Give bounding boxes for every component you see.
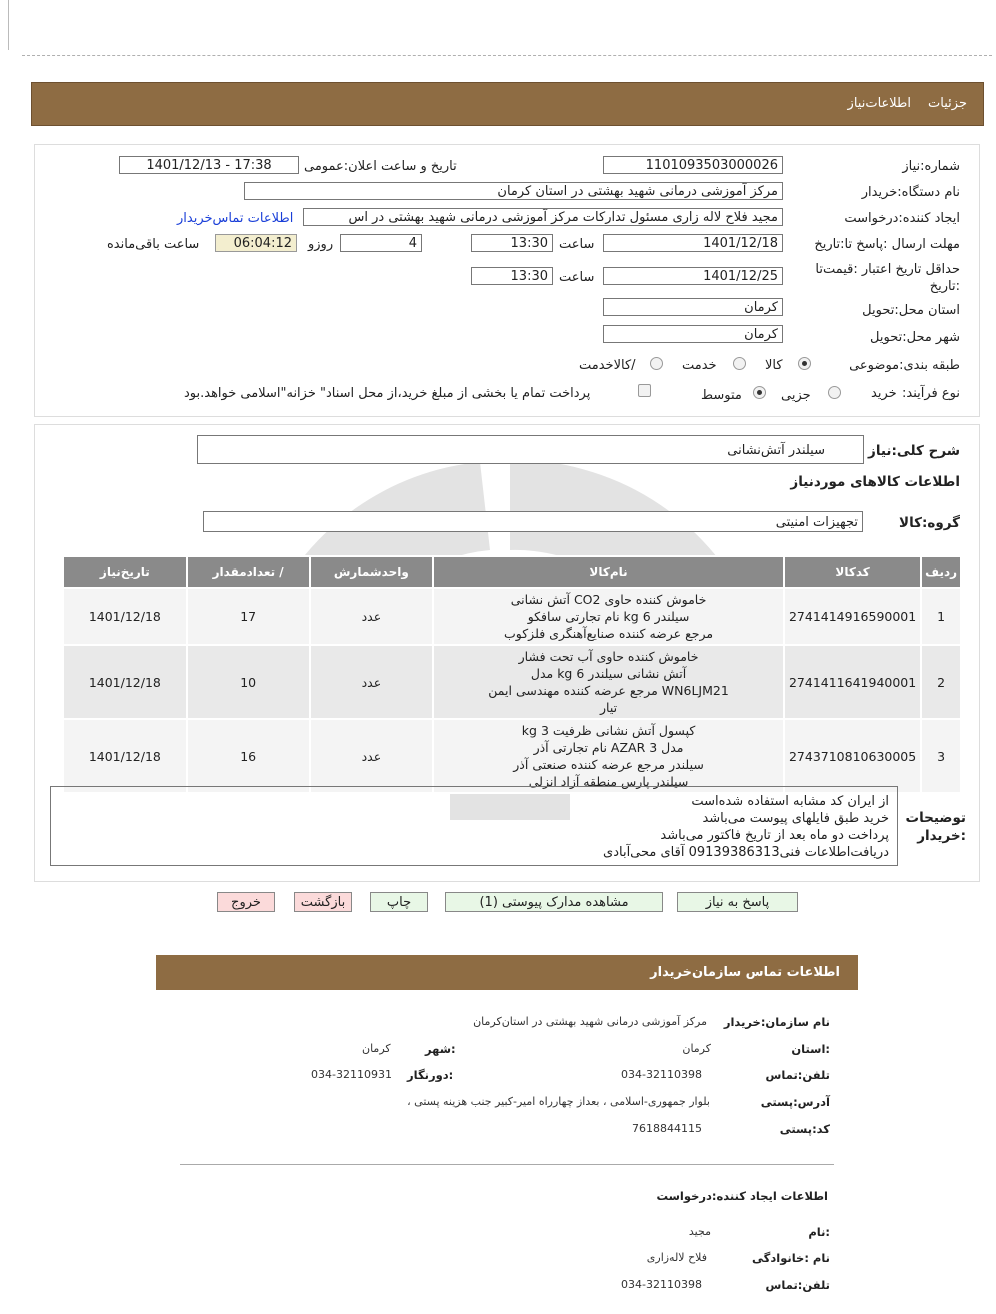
creator-phone-value: 034-32110398 — [621, 1278, 702, 1291]
tab-need-info[interactable]: اطلاعات‌نیاز — [847, 96, 911, 111]
need-date: 1401/12/18 — [63, 588, 187, 645]
deadline-time-label: ساعت — [559, 237, 595, 252]
process-minor-label: جزیی — [781, 388, 811, 403]
creator-label: ایجاد کننده:درخواست — [844, 211, 960, 226]
city-field: کرمان — [603, 325, 783, 343]
goods-name-line: خاموش کننده حاوی آب تحت فشار — [518, 649, 699, 664]
note-line: خرید طبق فایلهای پیوست می‌باشد — [702, 811, 889, 826]
goods-name-line: مرجع عرضه کننده صنایع‌آهنگری فلزکوب — [504, 626, 714, 641]
validity-time-field: 13:30 — [471, 267, 553, 285]
category-both-radio[interactable] — [650, 357, 663, 370]
unit: عدد — [310, 719, 434, 793]
category-goods-radio[interactable] — [798, 357, 811, 370]
need-summary-label: شرح کلی:نیاز — [868, 443, 960, 459]
quantity: 17 — [187, 588, 310, 645]
process-minor-radio[interactable] — [828, 386, 841, 399]
treasury-payment-checkbox[interactable] — [638, 384, 651, 397]
days-field: 4 — [340, 234, 422, 252]
need-date: 1401/12/18 — [63, 645, 187, 719]
category-service-label: خدمت — [682, 358, 717, 373]
col-unit: واحدشمارش — [310, 556, 434, 588]
view-attachments-button[interactable]: مشاهده مدارک پیوستی (1) — [445, 892, 663, 912]
buyer-contact-title: اطلاعات تماس سازمان‌خریدار — [650, 965, 840, 980]
contact-phone-value: 034-32110398 — [621, 1068, 702, 1081]
need-number-label: شماره:نیاز — [902, 159, 960, 174]
row-number: 1 — [921, 588, 961, 645]
validity-time-label: ساعت — [559, 270, 595, 285]
goods-name-line: سیلندر مرجع عرضه کننده صنعتی آذر — [513, 757, 704, 772]
remaining-time-field: 06:04:12 — [215, 234, 297, 252]
contact-city-value: کرمان — [362, 1042, 391, 1055]
creator-family-value: فلاح لاله‌زاری — [646, 1251, 707, 1264]
buyer-contact-link[interactable]: اطلاعات تماس‌خریدار — [177, 211, 294, 226]
remaining-time-label: ساعت باقی‌مانده — [107, 237, 200, 252]
creator-name-value: مجید — [688, 1225, 711, 1238]
category-both-label: /کالاخدمت — [579, 358, 636, 373]
contact-province-label: :استان — [791, 1042, 830, 1056]
left-border-line — [8, 0, 9, 50]
validity-date-field: 1401/12/25 — [603, 267, 783, 285]
col-goods-code: کدکالا — [784, 556, 921, 588]
need-number-field: 1101093503000026 — [603, 156, 783, 174]
buyer-org-field: مرکز آموزشی درمانی شهید بهشتی در استان کرمان — [244, 182, 783, 200]
buyer-notes-label-2: :خریدار — [917, 828, 966, 844]
postal-code-label: کد:پستی — [779, 1122, 830, 1136]
creator-name-label: :نام — [808, 1225, 830, 1239]
buyer-org-label: نام دستگاه:خریدار — [861, 185, 960, 200]
note-line: از ایران کد مشابه استفاده شده‌است — [691, 794, 889, 809]
note-line: دریافت‌اطلاعات فنی09139386313 آقای محی‌آبادی — [603, 845, 889, 860]
process-buy-label: خرید — [871, 386, 897, 401]
postal-code-value: 7618844115 — [632, 1122, 702, 1135]
buyer-notes-box — [50, 786, 898, 866]
creator-field: مجید فلاح لاله زاری مسئول تدارکات مرکز آموزشی درمانی شهید بهشتی در اس — [303, 208, 783, 226]
category-service-radio[interactable] — [733, 357, 746, 370]
fax-value: 034-32110931 — [311, 1068, 392, 1081]
table-row — [63, 719, 961, 793]
goods-name-line: سیلندر پارس منطقه آزاد انزلی — [528, 774, 689, 789]
creator-phone-label: تلفن:تماس — [765, 1278, 830, 1292]
deadline-time-field: 13:30 — [471, 234, 553, 252]
goods-name-line: تیار — [599, 700, 618, 715]
buyer-notes-label: توضیحات — [905, 810, 966, 826]
city-label: شهر محل:تحویل — [870, 330, 960, 345]
top-dashed-divider — [22, 55, 992, 56]
province-field: کرمان — [603, 298, 783, 316]
fax-label: :دورنگار — [407, 1068, 454, 1082]
goods-name — [433, 645, 784, 719]
reply-button[interactable]: پاسخ به نیاز — [677, 892, 798, 912]
row-number: 2 — [921, 645, 961, 719]
validity-label: حداقل تاریخ اعتبار :قیمت‌تا — [815, 262, 960, 277]
unit: عدد — [310, 588, 434, 645]
table-header-row — [63, 556, 961, 588]
category-label: طبقه بندی:موضوعی — [849, 358, 960, 373]
col-quantity: / تعدادمقدار — [187, 556, 310, 588]
process-medium-label: متوسط — [701, 388, 742, 403]
org-name-value: مرکز آموزشی درمانی شهید بهشتی در استان‌کرمان — [473, 1015, 707, 1028]
goods-name-line: خاموش کننده حاوی CO2 آتش نشانی — [510, 592, 707, 607]
process-medium-radio[interactable] — [753, 386, 766, 399]
back-button[interactable]: بازگشت — [294, 892, 352, 912]
goods-name-line: سیلندر 6 kg نام تجارتی سافکو — [527, 609, 690, 624]
quantity: 16 — [187, 719, 310, 793]
unit: عدد — [310, 645, 434, 719]
table-row — [63, 588, 961, 645]
need-date: 1401/12/18 — [63, 719, 187, 793]
goods-name-line: مدل AZAR 3 نام تجارتی آذر — [533, 740, 684, 755]
table-row — [63, 645, 961, 719]
goods-table — [62, 555, 962, 794]
contact-divider — [180, 1164, 834, 1165]
goods-group-label: گروه:کالا — [899, 515, 960, 531]
goods-name-line: آتش نشانی سیلندر 6 kg مدل — [530, 666, 687, 681]
note-line: پرداخت دو ماه بعد از تاریخ فاکتور می‌باشد — [660, 828, 889, 843]
goods-info-heading: اطلاعات کالاهای موردنیاز — [790, 474, 960, 490]
need-summary-field: سیلندر آتش‌نشانی — [197, 435, 864, 464]
validity-label-2: :تاریخ — [929, 279, 960, 294]
contact-province-value: کرمان — [682, 1042, 711, 1055]
row-number: 3 — [921, 719, 961, 793]
process-label: نوع فرآیند: — [902, 386, 960, 401]
quantity: 10 — [187, 645, 310, 719]
category-goods-label: کالا — [765, 358, 783, 373]
announce-datetime-field: 1401/12/13 - 17:38 — [119, 156, 299, 174]
province-label: استان محل:تحویل — [862, 303, 960, 318]
goods-name-line: کپسول آتش نشانی ظرفیت 3 kg — [521, 723, 696, 738]
treasury-payment-note: پرداخت تمام یا بخشی از مبلغ خرید،از محل اسناد" خزانه"اسلامی خواهد.بود — [184, 386, 591, 401]
print-button[interactable]: چاپ — [370, 892, 428, 912]
address-label: آدرس:پستی — [760, 1095, 830, 1109]
col-goods-name: نام‌کالا — [433, 556, 784, 588]
goods-name-line: WN6LJM21 مرجع عرضه کننده مهندسی ایمن — [488, 683, 729, 698]
address-value: بلوار جمهوری-اسلامی ، بعداز چهارراه امیر-کبیر جنب هزینه پستی ، — [407, 1095, 710, 1108]
goods-name — [433, 719, 784, 793]
creator-info-heading: اطلاعات ایجاد کننده:درخواست — [656, 1189, 828, 1203]
contact-city-label: :شهر — [425, 1042, 456, 1056]
goods-code: 2741414916590001 — [784, 588, 921, 645]
buyer-contact-header — [156, 955, 858, 990]
goods-group-field: تجهیزات امنیتی — [203, 511, 863, 532]
org-name-label: نام سازمان:خریدار — [723, 1015, 830, 1029]
tab-details[interactable]: جزئیات — [928, 96, 967, 111]
deadline-label: مهلت ارسال :پاسخ تا:تاریخ — [814, 237, 960, 252]
creator-family-label: نام :خانوادگی — [752, 1251, 830, 1265]
days-label: روزو — [308, 237, 334, 252]
goods-code: 2743710810630005 — [784, 719, 921, 793]
deadline-date-field: 1401/12/18 — [603, 234, 783, 252]
exit-button[interactable]: خروج — [217, 892, 275, 912]
page-header — [31, 82, 984, 126]
goods-code: 2741411641940001 — [784, 645, 921, 719]
goods-name — [433, 588, 784, 645]
col-row-number: ردیف — [921, 556, 961, 588]
contact-phone-label: تلفن:تماس — [765, 1068, 830, 1082]
announce-datetime-label: تاریخ و ساعت اعلان:عمومی — [304, 159, 457, 174]
col-need-date: تاریخ‌نیاز — [63, 556, 187, 588]
